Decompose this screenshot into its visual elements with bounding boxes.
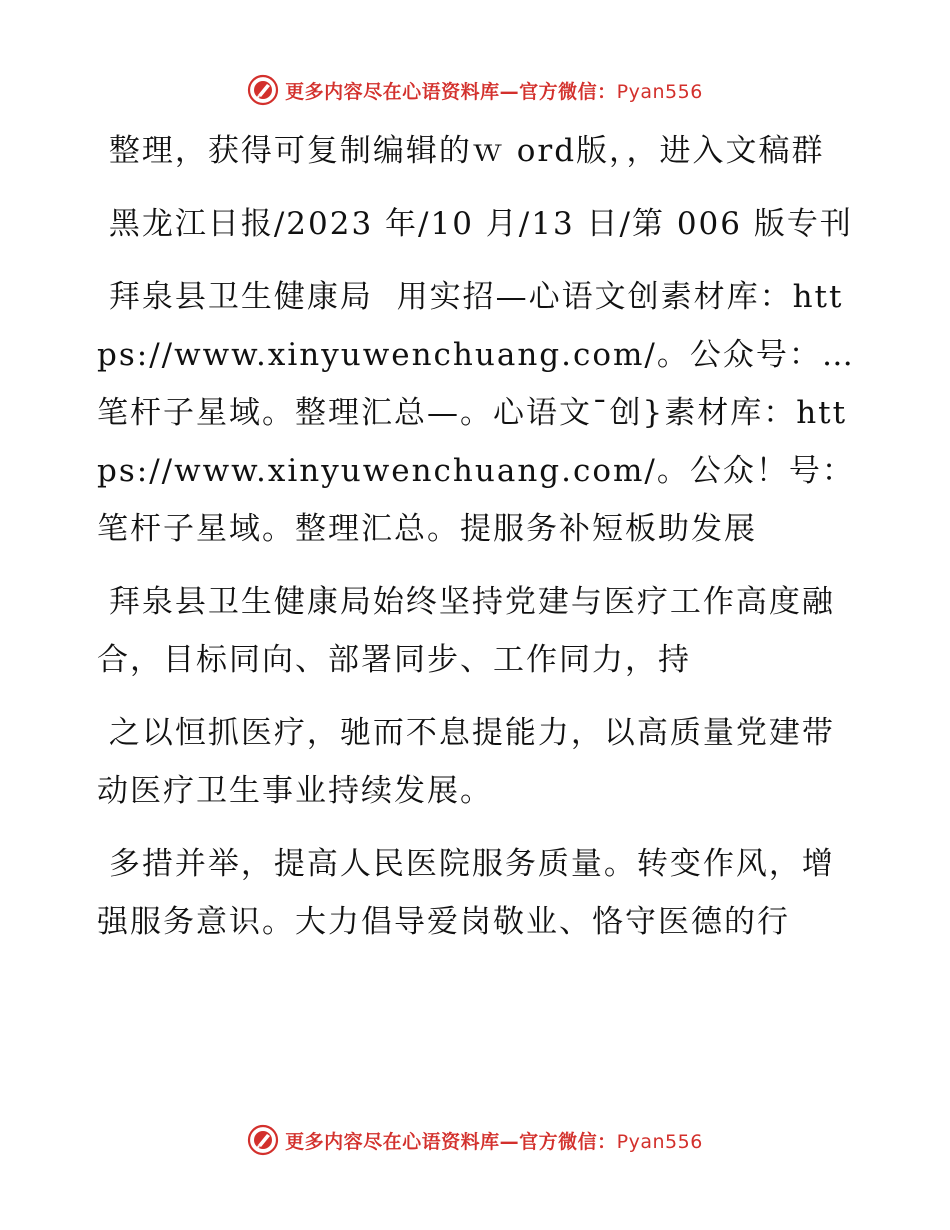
paragraph-3: 拜泉县卫生健康局 用实招—心语文创素材库：https://www.xinyuwenchuang.com/。公众号：…笔杆子星域。整理汇总—。心语文¯创}素材库：https://www.xinyuwenchuang.com/。公众！号：笔杆子星域。整理汇总。提服务补短板助发展 [97,279,855,547]
paragraph-1: 整理，获得可复制编辑的ｗ ord版，，进入文稿群 [97,133,825,169]
footer-banner-text: 更多内容尽在心语资料库—官方微信： [285,1130,617,1153]
header-banner [0,70,950,110]
paragraph-2: 黑龙江日报/2023 年/10 月/13 日/第 006 版专刊 [97,206,853,242]
header-banner-text: 更多内容尽在心语资料库—官方微信： [285,80,617,103]
pen-logo-icon [247,1124,279,1156]
footer-banner-handle: Pyan556 [616,1130,703,1153]
paragraph-5: 之以恒抓医疗，驰而不息提能力，以高质量党建带动医疗卫生事业持续发展。 [97,715,835,809]
paragraph-4: 拜泉县卫生健康局始终坚持党建与医疗工作高度融合，目标同向、部署同步、工作同力，持 [97,584,835,678]
footer-banner [0,1120,950,1160]
pen-logo-icon [247,74,279,106]
document-body [97,122,857,951]
header-banner-handle: Pyan556 [616,80,703,103]
paragraph-6: 多措并举，提高人民医院服务质量。转变作风，增强服务意识。大力倡导爱岗敬业、恪守医德的行 [97,846,835,940]
